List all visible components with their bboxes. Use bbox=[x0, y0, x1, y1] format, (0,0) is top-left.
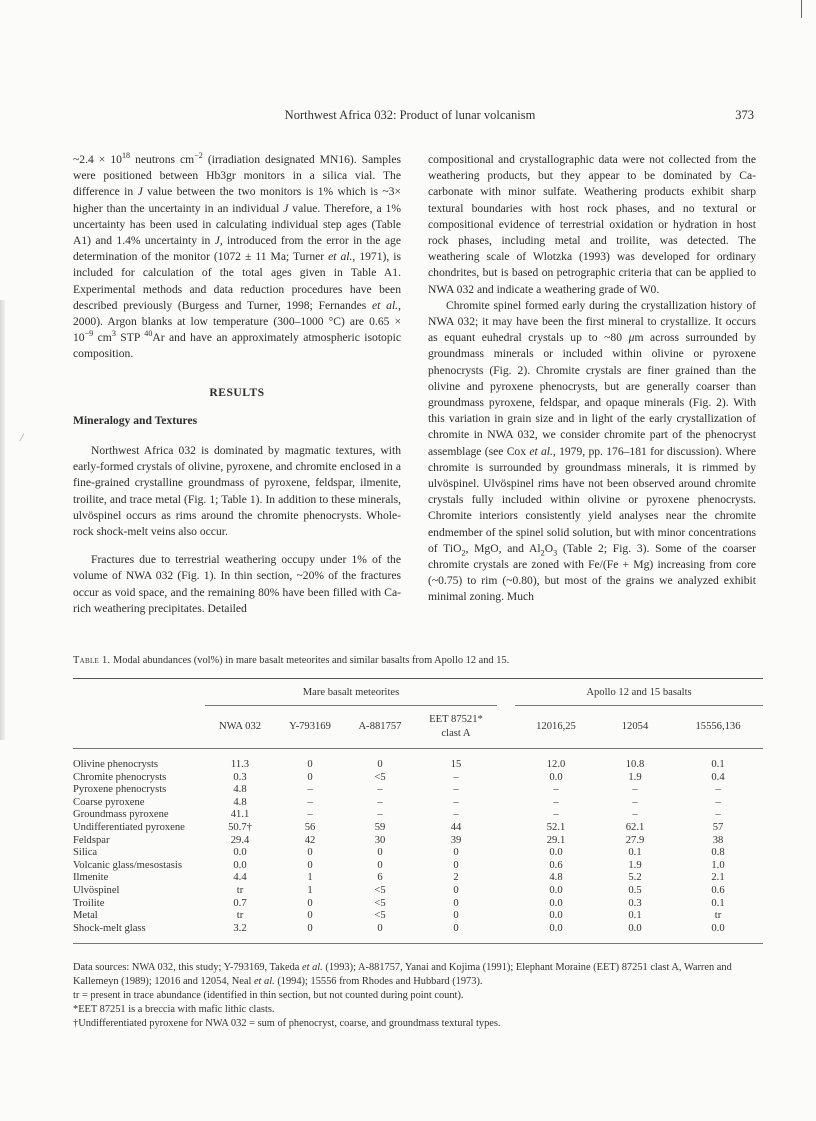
column-header: NWA 032 bbox=[218, 721, 262, 732]
table-cell: tr bbox=[236, 910, 244, 922]
table-cell: 30 bbox=[374, 834, 386, 846]
table-cell: 0 bbox=[377, 847, 383, 859]
row-label: Troilite bbox=[73, 897, 105, 909]
table-cell: 11.3 bbox=[230, 759, 250, 770]
table-cell: tr bbox=[236, 884, 244, 896]
table-cell: 57 bbox=[712, 821, 724, 833]
table-cell: 39 bbox=[450, 834, 462, 846]
table-row bbox=[73, 772, 763, 785]
table-cell: <5 bbox=[374, 884, 386, 896]
table-row bbox=[73, 784, 763, 797]
table-cell: 0.8 bbox=[711, 847, 725, 859]
row-label: Metal bbox=[73, 910, 98, 922]
note-dagger: †Undifferentiated pyroxene for NWA 032 = sum of phenocryst, coarse, and groundmass textural types. bbox=[73, 1018, 501, 1029]
column-header: 12054 bbox=[621, 721, 649, 732]
row-label: Shock-melt glass bbox=[73, 922, 146, 934]
table-cell: – bbox=[715, 784, 721, 796]
table-cell: – bbox=[553, 796, 559, 808]
table-cell: 0.0 bbox=[549, 910, 563, 922]
table-cell: 0.3 bbox=[628, 897, 642, 909]
table-body bbox=[73, 749, 763, 944]
table-cell: 0 bbox=[377, 922, 383, 934]
table-cell: – bbox=[453, 796, 459, 808]
spacer-cell bbox=[497, 835, 515, 848]
table-cell: 0 bbox=[307, 897, 313, 909]
table-cell: 0.6 bbox=[711, 884, 725, 896]
spacer-cell bbox=[497, 809, 515, 822]
table-cell: – bbox=[553, 809, 559, 821]
row-label: Volcanic glass/mesostasis bbox=[73, 859, 182, 871]
table-cell: – bbox=[377, 796, 383, 808]
spacer-cell bbox=[497, 872, 515, 885]
table-cell: 0.1 bbox=[628, 910, 642, 922]
row-label: Coarse pyroxene bbox=[73, 796, 145, 808]
row-label: Olivine phenocrysts bbox=[73, 759, 159, 770]
column-header: EET 87521* clast A bbox=[429, 714, 483, 739]
scan-binding-shadow bbox=[0, 300, 5, 740]
spacer-cell bbox=[497, 847, 515, 860]
spacer-cell bbox=[497, 898, 515, 911]
spacer-cell bbox=[497, 784, 515, 797]
left-column bbox=[73, 152, 401, 617]
table-cell: 1.9 bbox=[628, 859, 642, 871]
note-asterisk: *EET 87251 is a breccia with mafic lithic clasts. bbox=[73, 1004, 275, 1015]
table-cell: – bbox=[453, 771, 459, 783]
paragraph-weathering-products: compositional and crystallographic data were not collected from the weathering products, but they appear to be dominated by Ca-carbonate with minor sulfate. Weathering products exhibit sharp textural boundaries with host rock phases, and no textural or compositional evidence of terrestrial oxidation or hydration in host rock phases, including metal and troilite, was detected. The weathering scale of Wlotzka (1993) was developed for ordinary chondrites, but is based on petrographic criteria that can be applied to NWA 032 and indicate a weathering grade of W0. bbox=[428, 153, 756, 296]
table-cell: 50.7† bbox=[228, 821, 252, 833]
table-cell: 1 bbox=[307, 884, 313, 896]
table-cell: 0 bbox=[307, 847, 313, 859]
table-cell: 0 bbox=[453, 884, 459, 896]
mineralogy-subheading: Mineralogy and Textures bbox=[73, 413, 198, 427]
spacer-cell bbox=[497, 885, 515, 898]
table-cell: 1 bbox=[307, 872, 313, 884]
table-cell: 0.6 bbox=[549, 859, 563, 871]
table-cell: 0.0 bbox=[549, 847, 563, 859]
table-cell: 0.0 bbox=[628, 922, 642, 934]
table-cell: 0 bbox=[307, 910, 313, 922]
page-number: 373 bbox=[735, 108, 754, 122]
table-cell: 0.3 bbox=[233, 771, 247, 783]
table-cell: – bbox=[307, 796, 313, 808]
table-caption bbox=[73, 655, 763, 666]
note-data-sources: Data sources: NWA 032, this study; Y-793169, Takeda et al. (1993); A-881757, Yanai and Kojima (1991); Elephant Moraine (EET) 87251 clast A, Warren and Kallemeyn (1989); 12016 and 12054, Neal et al. (1994); 15556 from Rhodes and Hubbard (1973). bbox=[73, 962, 732, 987]
table-cell: 0.1 bbox=[628, 847, 642, 859]
table-cell: 0 bbox=[453, 859, 459, 871]
paragraph-weathering: Fractures due to terrestrial weathering occupy under 1% of the volume of NWA 032 (Fig. 1). In thin section, ~20% of the fractures occur as void space, and the remaining 80% have been filled with Ca-rich weathering precipitates. Detailed bbox=[73, 553, 401, 615]
table-cell: 0.1 bbox=[711, 759, 725, 770]
table-cell: 2.1 bbox=[711, 872, 725, 884]
table-cell: 4.8 bbox=[549, 872, 563, 884]
table-cell: 0.1 bbox=[711, 897, 725, 909]
table-cell: 1.9 bbox=[628, 771, 642, 783]
table-cell: 0 bbox=[453, 897, 459, 909]
table-cell: 56 bbox=[304, 821, 316, 833]
table-notes bbox=[73, 961, 763, 1031]
spacer-cell bbox=[497, 860, 515, 873]
table-cell: – bbox=[715, 809, 721, 821]
paragraph-chromite: Chromite spinel formed early during the crystallization history of NWA 032; it may have been the first mineral to crystallize. It occurs as equant euhedral crystals up to ~80 μm across surrounded by groundmass minerals or included within olivine or pyroxene phenocrysts (Fig. 2). Chromite crystals are finer grained than the olivine and pyroxene phenocrysts, but are generally coarser than groundmass pyroxene, feldspar, and opaque minerals (Fig. 2). With this variation in grain size and in light of the early crystallization of chromite in NWA 032, we consider chromite part of the phenocryst assemblage (see Cox et al., 1979, pp. 176–181 for discussion). Where chromite is surrounded by groundmass minerals, it is rimmed by ulvöspinel. Ulvöspinel rims have not been observed around chromite crystals fully included within olivine or pyroxene phenocrysts. Chromite interiors consistently yield analyses near the chromite endmember of the spinel solid solution, but with minor concentrations of TiO$_2$, MgO, and $Al_2O_3$ (Table 2; Fig. 3). Some of the coarser chromite crystals are zoned with Fe/(Fe + Mg) increasing from core (~0.75) to rim (~0.80), but most of the grains we analyzed exhibit minimal zoning. Much bbox=[428, 298, 756, 604]
table-cell: <5 bbox=[374, 910, 386, 922]
table-cell: 0.0 bbox=[233, 859, 247, 871]
spacer-cell bbox=[497, 822, 515, 835]
table-cell: 44 bbox=[450, 821, 462, 833]
table-cell: 0.0 bbox=[549, 922, 563, 934]
table-cell: – bbox=[632, 796, 638, 808]
row-label: Chromite phenocrysts bbox=[73, 771, 167, 783]
table-cell: 41.1 bbox=[230, 809, 250, 821]
column-header: 15556,136 bbox=[695, 721, 741, 732]
table-row bbox=[73, 809, 763, 822]
table-cell: 15 bbox=[450, 759, 462, 770]
group-header-meteorites: Mare basalt meteorites bbox=[205, 679, 497, 706]
table-row bbox=[73, 835, 763, 848]
table-cell: 0 bbox=[453, 922, 459, 934]
table-row bbox=[73, 898, 763, 911]
table-cell: 0.0 bbox=[549, 771, 563, 783]
table-cell: 27.9 bbox=[625, 834, 645, 846]
table-cell: tr bbox=[714, 910, 722, 922]
table-cell: 0 bbox=[307, 759, 313, 770]
table-cell: 52.1 bbox=[546, 821, 566, 833]
table-cell: 4.4 bbox=[233, 872, 247, 884]
table-cell: – bbox=[553, 784, 559, 796]
row-label: Feldspar bbox=[73, 834, 110, 846]
table-cell: 3.2 bbox=[233, 922, 247, 934]
modal-abundance-table bbox=[73, 678, 763, 944]
table-label: Table 1. bbox=[73, 655, 111, 666]
table-cell: – bbox=[307, 809, 313, 821]
table-row bbox=[73, 797, 763, 810]
row-label: Groundmass pyroxene bbox=[73, 809, 169, 821]
table-cell: – bbox=[715, 796, 721, 808]
column-header: 12016,25 bbox=[536, 721, 576, 732]
right-column bbox=[428, 152, 756, 606]
row-label: Undifferentiated pyroxene bbox=[73, 821, 185, 833]
table-cell: 10.8 bbox=[625, 759, 645, 770]
table-cell: 29.4 bbox=[230, 834, 250, 846]
column-header: A-881757 bbox=[358, 721, 402, 732]
table-cell: 2 bbox=[453, 872, 459, 884]
table-cell: 0 bbox=[307, 859, 313, 871]
table-cell: 1.0 bbox=[711, 859, 725, 871]
table-cell: 0 bbox=[453, 910, 459, 922]
table-cell: – bbox=[377, 809, 383, 821]
running-title: Northwest Africa 032: Product of lunar volcanism bbox=[284, 108, 536, 122]
table-cell: – bbox=[307, 784, 313, 796]
table-cell: 0.7 bbox=[233, 897, 247, 909]
table-cell: 62.1 bbox=[625, 821, 645, 833]
table-cell: – bbox=[453, 784, 459, 796]
table-title: Modal abundances (vol%) in mare basalt meteorites and similar basalts from Apollo 12 and 15. bbox=[110, 655, 510, 666]
table-cell: 0.0 bbox=[711, 922, 725, 934]
table-cell: <5 bbox=[374, 897, 386, 909]
row-label: Silica bbox=[73, 847, 98, 859]
spacer-cell bbox=[497, 749, 515, 772]
table-row bbox=[73, 885, 763, 898]
table-row bbox=[73, 749, 763, 772]
table-cell: 0.0 bbox=[549, 884, 563, 896]
table-cell: 0.4 bbox=[711, 771, 725, 783]
spacer-cell bbox=[497, 910, 515, 923]
margin-mark: / bbox=[20, 430, 24, 444]
table-row bbox=[73, 847, 763, 860]
table-cell: 4.8 bbox=[233, 796, 247, 808]
column-header: Y-793169 bbox=[289, 721, 331, 732]
spacer-cell bbox=[497, 772, 515, 785]
spacer-cell bbox=[497, 923, 515, 944]
table-cell: 0 bbox=[307, 771, 313, 783]
table-row bbox=[73, 910, 763, 923]
scan-edge-mark bbox=[801, 0, 802, 18]
table-row bbox=[73, 872, 763, 885]
table-cell: 5.2 bbox=[628, 872, 642, 884]
table-cell: 0.0 bbox=[549, 897, 563, 909]
table-cell: <5 bbox=[374, 771, 386, 783]
results-heading: RESULTS bbox=[209, 385, 265, 399]
group-header-apollo: Apollo 12 and 15 basalts bbox=[515, 679, 763, 706]
note-trace: tr = present in trace abundance (identified in thin section, but not counted during point count). bbox=[73, 990, 464, 1001]
table-row bbox=[73, 822, 763, 835]
spacer-cell bbox=[497, 797, 515, 810]
table-row bbox=[73, 860, 763, 873]
table-cell: 38 bbox=[712, 834, 724, 846]
table-cell: 0 bbox=[453, 847, 459, 859]
table-cell: 0 bbox=[377, 759, 383, 770]
table-cell: 29.1 bbox=[546, 834, 566, 846]
paragraph-textures: Northwest Africa 032 is dominated by magmatic textures, with early-formed crystals of olivine, pyroxene, and chromite enclosed in a fine-grained crystalline groundmass of pyroxene, feldspar, ilmenite, troilite, and trace metal (Fig. 1; Table 1). In addition to these minerals, ulvöspinel occurs as rims around the chromite phenocrysts. Whole-rock shock-melt veins also occur. bbox=[73, 444, 401, 539]
table-cell: – bbox=[453, 809, 459, 821]
table-cell: 59 bbox=[374, 821, 386, 833]
table-cell: 12.0 bbox=[546, 759, 566, 770]
paragraph-irradiation: ~2.4 × $10^{18}$ neutrons $cm^{-2}$ (irradiation designated MN16). Samples were positioned between Hb3gr monitors in a silica vial. The difference in J value between the two monitors is 1% which is ~3× higher than the uncertainty in an individual J value. Therefore, a 1% uncertainty has been used in calculating individual step ages (Table A1) and 1.4% uncertainty in J, introduced from the error in the age determination of the monitor (1072 ± 11 Ma; Turner et al., 1971), is included for calculation of the total ages given in Table A1. Experimental methods and data reduction procedures have been described previously (Burgess and Turner, 1998; Fernandes et al., 2000). Argon blanks at low temperature (300–1000 °C) are $0.65 \times 10^{-9}$ $cm^3$ STP $^{40}$Ar and have an approximately atmospheric isotopic composition. bbox=[73, 151, 402, 361]
table-cell: 6 bbox=[377, 872, 383, 884]
table-cell: 4.8 bbox=[233, 784, 247, 796]
table-row bbox=[73, 923, 763, 944]
row-label: Pyroxene phenocrysts bbox=[73, 784, 167, 796]
row-label: Ilmenite bbox=[73, 872, 109, 884]
table-cell: – bbox=[377, 784, 383, 796]
table-cell: 0 bbox=[377, 859, 383, 871]
table-cell: – bbox=[632, 784, 638, 796]
row-label: Ulvöspinel bbox=[73, 884, 120, 896]
table-cell: 0 bbox=[307, 922, 313, 934]
table-cell: 42 bbox=[304, 834, 316, 846]
table-cell: 0.0 bbox=[233, 847, 247, 859]
table-cell: – bbox=[632, 809, 638, 821]
table-cell: 0.5 bbox=[628, 884, 642, 896]
